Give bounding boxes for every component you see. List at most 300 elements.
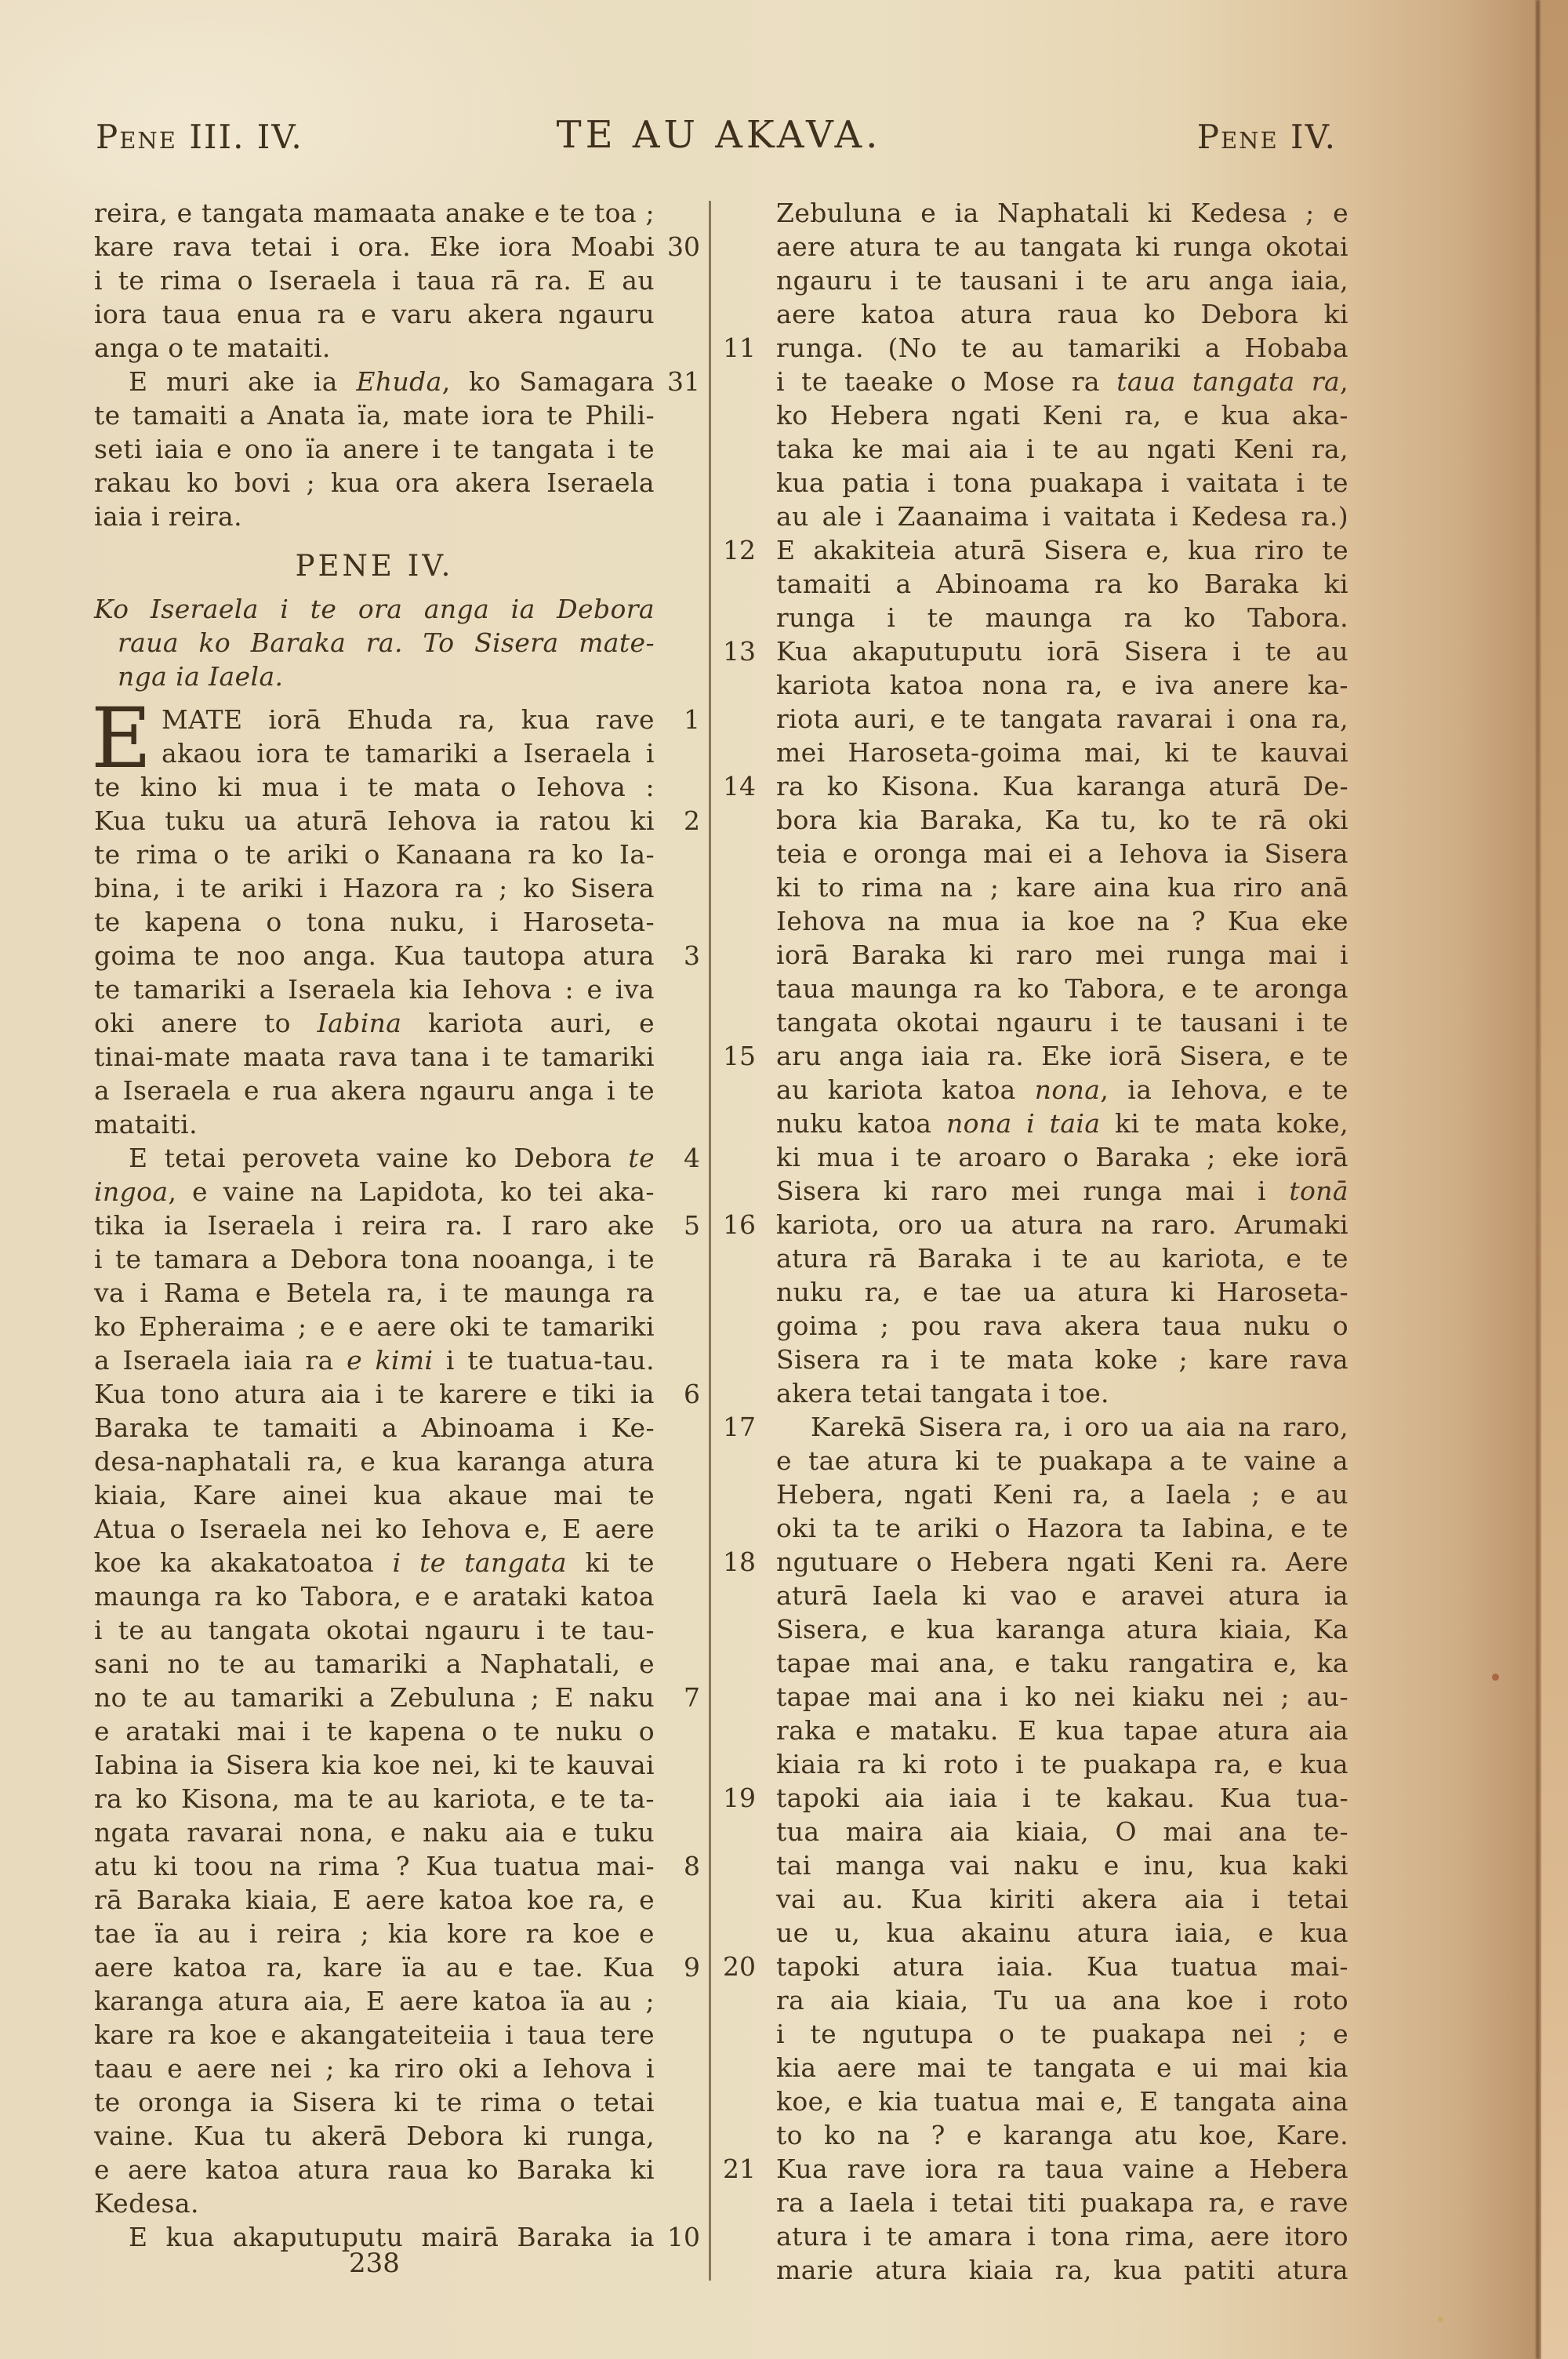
text-line (721, 1309, 1348, 1343)
line-text (776, 1241, 1348, 1275)
text-run: tapoki atura iaia. Kua tuatua mai- (776, 1951, 1348, 1982)
text-run: teia e oronga mai ei a Iehova ia Sisera (776, 838, 1348, 869)
line-text (94, 592, 655, 626)
text-run: Sisera ra i te mata koke ; kare rava (776, 1344, 1348, 1375)
text-run: rakau ko bovi ; kua ora akera Iseraela (94, 467, 655, 498)
text-run: mataiti. (94, 1109, 198, 1140)
line-text (776, 1646, 1348, 1680)
text-run: kariota katoa nona ra, e iva anere ka- (776, 670, 1348, 700)
line-text (776, 871, 1348, 904)
verse-number: 1 (684, 704, 700, 735)
italic-run: Iabina (317, 1008, 402, 1038)
text-line (94, 331, 700, 365)
line-text (94, 1950, 655, 1984)
text-run: atura rā Baraka i te au kariota, e te (776, 1243, 1348, 1274)
text-line (94, 626, 700, 660)
text-run: Atua o Iseraela nei ko Iehova e, E aere (94, 1514, 655, 1544)
text-run: Iabina ia Sisera kia koe nei, ki te kauvai (94, 1750, 655, 1780)
line-text (94, 2119, 655, 2153)
text-run: kare ra koe e akangateiteiia i taua tere (94, 2019, 655, 2050)
line-text (776, 837, 1348, 871)
text-line (721, 1680, 1348, 1714)
text-run: iorā Baraka ki raro mei runga mai i (776, 940, 1348, 970)
text-line (94, 1006, 700, 1040)
line-text (776, 1107, 1348, 1140)
line-text (94, 1748, 655, 1782)
text-line (721, 466, 1348, 500)
text-line (94, 2018, 700, 2052)
verse-number: 2 (684, 805, 700, 836)
text-run: E kua akaputuputu mairā Baraka ia (129, 2222, 655, 2252)
text-line (721, 1916, 1348, 1950)
text-run: te tamariki a Iseraela kia Iehova : e iva (94, 974, 655, 1005)
text-line (721, 2118, 1348, 2152)
text-run: ngata ravarai nona, e naku aia e tuku (94, 1817, 655, 1848)
text-run: bora kia Baraka, Ka tu, ko te rā oki (776, 805, 1348, 835)
text-run: tangata okotai ngauru i te tausani i te (776, 1007, 1348, 1038)
line-text (776, 1174, 1348, 1208)
text-line (721, 567, 1348, 601)
text-line (721, 230, 1348, 264)
line-text (94, 972, 655, 1006)
paper-speck (1438, 2317, 1443, 2322)
text-run: aru anga iaia ra. Eke iorā Sisera, e te (776, 1041, 1348, 1071)
text-line (94, 1276, 700, 1310)
line-text (776, 1916, 1348, 1950)
line-text (776, 668, 1348, 702)
line-text (94, 1849, 655, 1883)
text-run: ngauru i te tausani i te aru anga iaia, (776, 265, 1348, 296)
verse-number: 19 (723, 1783, 756, 1813)
text-line (721, 1747, 1348, 1781)
line-text (776, 1376, 1348, 1410)
text-run: kariota auri, e (401, 1008, 655, 1038)
text-run: Iehova na mua ia koe na ? Kua eke (776, 906, 1348, 936)
text-line (721, 1376, 1348, 1410)
text-run: maunga ra ko Tabora, e e arataki katoa (94, 1581, 655, 1612)
text-run: tae ïa au i reira ; kia kore ra koe e (94, 1918, 655, 1949)
line-text (94, 230, 655, 264)
text-line (94, 1310, 700, 1343)
text-run: atu ki toou na rima ? Kua tuatua mai- (94, 1851, 655, 1881)
running-head-left: Pene III. IV. (96, 118, 303, 156)
text-line (721, 1343, 1348, 1376)
text-line (721, 1005, 1348, 1039)
text-line (721, 1444, 1348, 1478)
text-run: raua ko Baraka ra. To Sisera mate- (118, 627, 655, 658)
text-line (94, 1512, 700, 1546)
running-head-right: Pene IV. (1196, 118, 1337, 156)
text-line (94, 1816, 700, 1849)
line-text (94, 1343, 655, 1377)
text-line (94, 1546, 700, 1579)
text-run: Karekā Sisera ra, i oro ua aia na raro, (811, 1412, 1348, 1442)
text-line (721, 1241, 1348, 1275)
text-line (721, 1107, 1348, 1140)
line-text (776, 1781, 1348, 1815)
text-line (94, 1478, 700, 1512)
text-run: , ko Samagara (441, 366, 655, 397)
text-line (94, 804, 700, 838)
text-line (94, 1074, 700, 1107)
verse-number: 30 (667, 231, 700, 262)
text-line (721, 1545, 1348, 1579)
text-line (721, 533, 1348, 567)
text-run: , e vaine na Lapidota, ko tei aka- (168, 1176, 655, 1207)
italic-run: nona i taia (946, 1108, 1101, 1139)
next-page-edge (1541, 0, 1568, 2359)
verse-number: 10 (667, 2222, 700, 2252)
chapter-heading: PENE IV. (295, 549, 454, 583)
line-text (776, 938, 1348, 972)
text-line (94, 2119, 700, 2153)
text-run: Kua tono atura aia i te karere e tiki ia (94, 1379, 655, 1409)
line-text (94, 2153, 655, 2186)
text-line (721, 1815, 1348, 1848)
verse-number: 16 (723, 1209, 756, 1240)
line-text (94, 432, 655, 466)
line-text (776, 2253, 1348, 2287)
text-run: Kua akaputuputu iorā Sisera i te au (776, 636, 1348, 667)
line-text (776, 2085, 1348, 2118)
text-run: nuku ra, e tae ua atura ki Haroseta- (776, 1277, 1348, 1307)
line-text (94, 1242, 655, 1276)
line-text (776, 1478, 1348, 1511)
verse-number: 3 (684, 940, 700, 971)
line-text (94, 1613, 655, 1647)
italic-run: te (628, 1143, 655, 1173)
text-line (94, 972, 700, 1006)
text-run: reira, e tangata mamaata anake e te toa ; (94, 198, 655, 228)
text-line (94, 838, 700, 871)
line-text (94, 2052, 655, 2085)
line-text (776, 769, 1348, 803)
text-run: no te au tamariki a Zebuluna ; E naku (94, 1682, 655, 1713)
line-text (94, 466, 655, 500)
line-text (776, 1545, 1348, 1579)
line-text (776, 1612, 1348, 1646)
line-text (776, 2051, 1348, 2085)
line-text (94, 703, 655, 736)
text-run: karanga atura aia, E aere katoa ïa au ; (94, 1986, 655, 2016)
line-text (94, 1040, 655, 1074)
line-text (776, 1444, 1348, 1478)
line-text (776, 736, 1348, 769)
verse-number: 4 (684, 1143, 700, 1173)
line-text (94, 1579, 655, 1613)
text-run: vai au. Kua kiriti akera aia i tetai (776, 1884, 1348, 1914)
text-line (721, 1882, 1348, 1916)
text-run: taau e aere nei ; ka riro oki a Iehova i (94, 2053, 655, 2084)
text-run: iaia i reira. (94, 501, 242, 532)
text-run: i te tuatua-tau. (433, 1345, 655, 1376)
text-line (721, 297, 1348, 331)
text-run: taua maunga ra ko Tabora, e te aronga (776, 973, 1348, 1004)
line-text (94, 1647, 655, 1681)
text-run: i te au tangata okotai ngauru i te tau- (94, 1615, 655, 1645)
line-text (776, 1815, 1348, 1848)
text-run: E muri ake ia (129, 366, 357, 397)
line-text (776, 432, 1348, 466)
running-head-title: TE AU AKAVA. (556, 113, 882, 157)
text-run: va i Rama e Betela ra, i te maunga ra (94, 1278, 655, 1308)
line-text (94, 1175, 655, 1209)
text-line (721, 1073, 1348, 1107)
line-text (776, 1848, 1348, 1882)
text-run: aere katoa ra, kare ïa au e tae. Kua (94, 1952, 655, 1983)
text-line (721, 196, 1348, 230)
line-text (94, 398, 655, 432)
text-line (94, 660, 700, 693)
text-line (94, 939, 700, 972)
text-run: te kapena o tona nuku, i Haroseta- (94, 907, 655, 937)
text-line (721, 736, 1348, 769)
text-line (94, 1242, 700, 1276)
text-run: marie atura kiaia ra, kua patiti atura (776, 2255, 1348, 2285)
line-text (94, 1074, 655, 1107)
verse-number: 18 (723, 1547, 756, 1577)
line-text (776, 2152, 1348, 2186)
line-text (94, 871, 655, 905)
text-run: sani no te au tamariki a Naphatali, e (94, 1648, 655, 1679)
text-line (721, 837, 1348, 871)
text-run: Sisera, e kua karanga atura kiaia, Ka (776, 1614, 1348, 1645)
line-text (776, 2219, 1348, 2253)
text-run: ra ko Kisona, ma te au kariota, e te ta- (94, 1783, 655, 1814)
line-text (776, 1410, 1348, 1444)
text-run: a Iseraela e rua akera ngauru anga i te (94, 1075, 655, 1106)
text-line (721, 432, 1348, 466)
line-text (94, 905, 655, 939)
text-run: te kino ki mua i te mata o Iehova : (94, 772, 655, 802)
text-line (721, 601, 1348, 634)
text-line (721, 1410, 1348, 1444)
text-line (94, 2085, 700, 2119)
line-text (776, 1983, 1348, 2017)
line-text (776, 1579, 1348, 1612)
text-run: ki mua i te aroaro o Baraka ; eke iorā (776, 1142, 1348, 1172)
text-run: taka ke mai aia i te au ngati Keni ra, (776, 434, 1348, 464)
line-text (776, 1275, 1348, 1309)
line-text (776, 1208, 1348, 1241)
text-line (94, 1613, 700, 1647)
text-line (721, 871, 1348, 904)
italic-run: taua tangata ra (1116, 366, 1341, 397)
verse-number: 13 (723, 636, 756, 667)
verse-number: 15 (723, 1041, 756, 1071)
line-text (94, 1984, 655, 2018)
text-line (94, 1445, 700, 1478)
text-run: Ko Iseraela i te ora anga ia Debora (94, 594, 655, 624)
text-line (94, 1714, 700, 1748)
line-text (776, 972, 1348, 1005)
line-text (94, 1209, 655, 1242)
text-run: ra a Iaela i tetai titi puakapa ra, e rave (776, 2187, 1348, 2218)
text-run: ki to rima na ; kare aina kua riro anā (776, 872, 1348, 903)
text-line (94, 1107, 700, 1141)
text-run: Kedesa. (94, 2188, 199, 2219)
text-run: rā Baraka kiaia, E aere katoa koe ra, e (94, 1885, 655, 1915)
text-line (721, 365, 1348, 398)
text-line (721, 803, 1348, 837)
line-text (776, 466, 1348, 500)
line-text (94, 1141, 655, 1175)
line-text (776, 500, 1348, 533)
text-run: i te ngutupa o te puakapa nei ; e (776, 2019, 1348, 2049)
text-run: Baraka te tamaiti a Abinoama i Ke- (94, 1412, 655, 1443)
line-text (776, 230, 1348, 264)
text-line (94, 871, 700, 905)
line-text (94, 1276, 655, 1310)
line-text (776, 1073, 1348, 1107)
line-text (94, 939, 655, 972)
text-run: ue u, kua akainu atura iaia, e kua (776, 1917, 1348, 1948)
text-line (94, 466, 700, 500)
text-line (721, 2017, 1348, 2051)
line-text (94, 1782, 655, 1816)
line-text (94, 736, 655, 770)
line-text (94, 1546, 655, 1579)
line-text (94, 1310, 655, 1343)
text-run: nuku katoa (776, 1108, 946, 1139)
text-line (94, 398, 700, 432)
text-line (94, 2186, 700, 2220)
text-run: tapoki aia iaia i te kakau. Kua tua- (776, 1783, 1348, 1813)
text-line (94, 736, 700, 770)
line-text (94, 500, 655, 533)
text-run: ko Hebera ngati Keni ra, e kua aka- (776, 400, 1348, 431)
text-run: runga i te maunga ra ko Tabora. (776, 602, 1348, 633)
page-edge-seam (1536, 0, 1540, 2359)
line-text (776, 1343, 1348, 1376)
line-text (94, 1681, 655, 1714)
text-run: te tamaiti a Anata ïa, mate iora te Phili- (94, 400, 655, 431)
line-text (776, 601, 1348, 634)
line-text (776, 803, 1348, 837)
line-text (776, 1511, 1348, 1545)
text-run: tapae mai ana, e taku rangatira e, ka (776, 1648, 1348, 1678)
verse-number: 20 (723, 1951, 756, 1982)
text-run: kiaia, Kare ainei kua akaue mai te (94, 1480, 655, 1510)
text-run: i te tamara a Debora tona nooanga, i te (94, 1244, 655, 1274)
line-text (94, 2186, 655, 2220)
text-line (721, 1039, 1348, 1073)
text-run: tika ia Iseraela i reira ra. I raro ake (94, 1210, 655, 1241)
text-line (94, 1917, 700, 1950)
text-line (721, 1174, 1348, 1208)
text-line (721, 331, 1348, 365)
text-line (94, 365, 700, 398)
verse-number: 31 (667, 366, 700, 397)
text-line (94, 1950, 700, 1984)
text-run: desa-naphatali ra, e kua karanga atura (94, 1446, 655, 1477)
text-line (721, 1983, 1348, 2017)
line-text (94, 1478, 655, 1512)
text-line (94, 1849, 700, 1883)
verse-number: 7 (684, 1682, 700, 1713)
text-line (721, 702, 1348, 736)
text-run: tapae mai ana i ko nei kiaku nei ; au- (776, 1681, 1348, 1712)
text-run: kare rava tetai i ora. Eke iora Moabi (94, 231, 655, 262)
line-text (94, 838, 655, 871)
text-line (94, 1377, 700, 1411)
line-text (94, 1816, 655, 1849)
text-run: ki te (567, 1547, 655, 1578)
text-line (94, 1647, 700, 1681)
text-run: goima ; pou rava akera taua nuku o (776, 1310, 1348, 1341)
line-text (94, 1883, 655, 1917)
text-run: atura i te amara i tona rima, aere itoro (776, 2221, 1348, 2252)
italic-run: e kimi (347, 1345, 434, 1376)
text-line (94, 297, 700, 331)
verse-number: 11 (723, 333, 756, 363)
italic-run: nona (1034, 1074, 1101, 1105)
text-run: au ale i Zaanaima i vaitata i Kedesa ra.) (776, 501, 1348, 532)
text-run: riota auri, e te tangata ravarai i ona ra, (776, 703, 1348, 734)
text-line (721, 1950, 1348, 1983)
line-text (94, 264, 655, 297)
verse-number: 9 (684, 1952, 700, 1983)
text-line (94, 1175, 700, 1209)
text-line (721, 1714, 1348, 1747)
text-line (721, 1275, 1348, 1309)
text-line (94, 1209, 700, 1242)
text-line (94, 1343, 700, 1377)
line-text (94, 1377, 655, 1411)
text-run: aere atura te au tangata ki runga okotai (776, 231, 1348, 262)
italic-run: tonā (1289, 1176, 1348, 1206)
text-run: mei Haroseta-goima mai, ki te kauvai (776, 737, 1348, 768)
text-line (94, 905, 700, 939)
text-line (721, 1511, 1348, 1545)
text-line (721, 938, 1348, 972)
text-line (94, 432, 700, 466)
text-line (94, 1782, 700, 1816)
line-text (94, 770, 655, 804)
right-column (721, 196, 1348, 2287)
text-line (721, 1848, 1348, 1882)
text-run: kiaia ra ki roto i te puakapa ra, e kua (776, 1749, 1348, 1779)
line-text (776, 1680, 1348, 1714)
text-run: koe ka akakatoatoa (94, 1547, 393, 1578)
text-run: , (1340, 366, 1349, 397)
text-line (721, 1140, 1348, 1174)
line-text (776, 1039, 1348, 1073)
line-text (94, 2085, 655, 2119)
text-line (94, 2153, 700, 2186)
line-text (776, 398, 1348, 432)
line-text (776, 1140, 1348, 1174)
line-text (776, 1714, 1348, 1747)
text-run: au kariota katoa (776, 1074, 1035, 1105)
text-line (94, 230, 700, 264)
text-run: tai manga vai naku e inu, kua kaki (776, 1850, 1348, 1881)
text-run: Zebuluna e ia Naphatali ki Kedesa ; e (776, 198, 1348, 228)
text-run: aturā Iaela ki vao e aravei atura ia (776, 1580, 1348, 1611)
text-run: te rima o te ariki o Kanaana ra ko Ia- (94, 839, 655, 870)
verse-number: 17 (723, 1412, 756, 1442)
text-run: oki ta te ariki o Hazora ta Iabina, e te (776, 1513, 1348, 1543)
line-text (776, 264, 1348, 297)
line-text (94, 804, 655, 838)
line-text (776, 196, 1348, 230)
line-text (776, 1882, 1348, 1916)
text-line (721, 904, 1348, 938)
text-run: vaine. Kua tu akerā Debora ki runga, (94, 2121, 655, 2151)
line-text (776, 1309, 1348, 1343)
text-run: E tetai peroveta vaine ko Debora (129, 1143, 629, 1173)
text-run: oki anere to (94, 1008, 318, 1038)
